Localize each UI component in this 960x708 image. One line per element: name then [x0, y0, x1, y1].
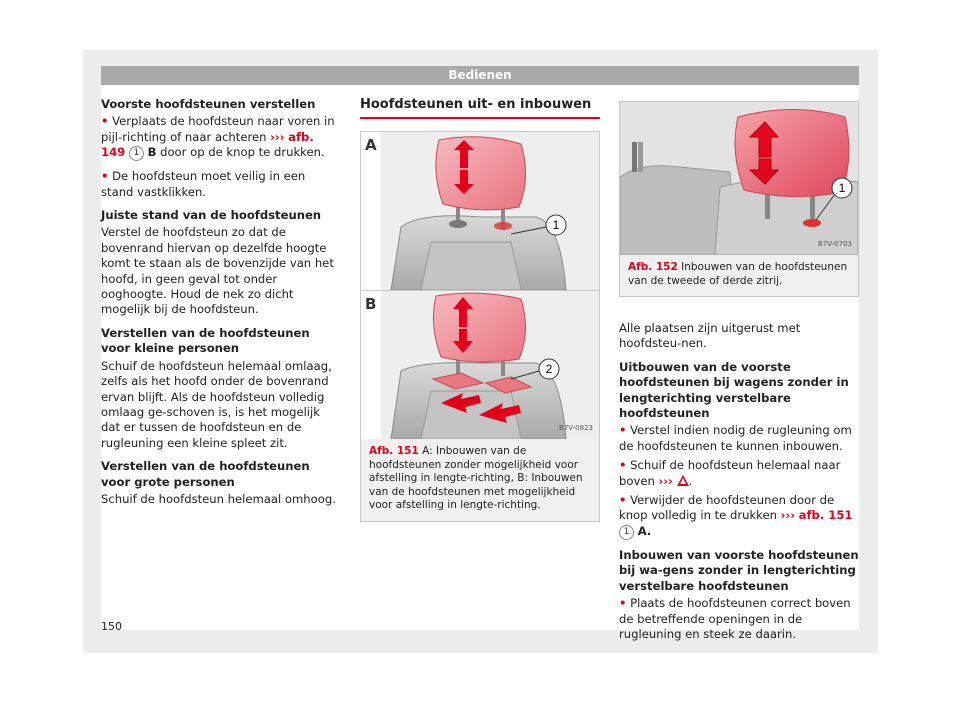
headrest-illustration-a	[361, 132, 599, 290]
column-left	[101, 97, 339, 515]
bullet-icon: •	[619, 458, 627, 473]
paragraph: Alle plaatsen zijn uitgerust met hoofdsteu-nen.	[619, 321, 801, 351]
panel-label: A	[365, 136, 377, 155]
headrest-illustration-b	[361, 291, 599, 439]
paragraph: Schuif de hoofdsteun helemaal omhoog.	[101, 491, 336, 506]
callout-label: 2	[545, 362, 553, 377]
heading-tall-persons: Verstellen van de hoofdsteunen voor grote personen	[101, 459, 310, 489]
figure-code: B7V-0823	[559, 424, 593, 432]
figure-panel	[620, 102, 858, 255]
column-right	[619, 97, 859, 650]
callout-circle-icon: 1	[129, 146, 144, 161]
callout-label: 1	[838, 181, 846, 195]
bullet-item: • Verstel indien nodig de rugleuning om de hoofdsteunen te kunnen inbouwen.	[619, 423, 852, 453]
page-content	[101, 85, 859, 641]
heading-front-headrest-adjust: Voorste hoofdsteunen verstellen	[101, 97, 316, 111]
figure-caption: Afb. 151 A: Inbouwen van de hoofdsteunen zonder mogelijkheid voor afstelling in lengte-richting, B: Inbouwen van de hoofdsteunen met mogelijkheid voor afstelling in lengte-richting.	[361, 439, 599, 521]
bullet-icon: •	[619, 423, 627, 438]
heading-small-persons: Verstellen van de hoofdsteunen voor kleine personen	[101, 325, 310, 356]
rear-headrest-illustration	[620, 102, 858, 255]
bullet-item: • Schuif de hoofdsteun helemaal naar boven ››› .	[619, 458, 841, 488]
section-title: Hoofdsteunen uit- en inbouwen	[360, 97, 600, 119]
figure-link[interactable]: afb. 149	[101, 129, 314, 160]
figure-caption: Afb. 152 Inbouwen van de hoofdsteunen van de tweede of derde zitrij.	[620, 255, 858, 296]
heading-install-front-headrests: Inbouwen van voorste hoofdsteunen bij wa-gens zonder in lengterichting verstelbare hoofdsteunen	[619, 547, 859, 593]
bullet-icon: •	[619, 596, 627, 611]
warning-triangle-icon[interactable]	[677, 475, 689, 486]
bullet-icon: •	[101, 114, 109, 129]
paragraph: Schuif de hoofdsteun helemaal omlaag, zelfs als het hoofd onder de bovenrand ervan blijft. Als de hoofdsteun volledig omlaag ge-schoven is, is het mogelijk dat er tussen de hoofdsteun en de rugleuning een kleine spleet zit.	[101, 358, 332, 450]
column-middle	[360, 97, 600, 522]
bullet-item: • Verplaats de hoofdsteun naar voren in pijl-richting of naar achteren ››› afb. 149 1 B door op de knop te drukken.	[101, 114, 335, 160]
heading-correct-position: Juiste stand van de hoofdsteunen	[101, 208, 322, 223]
page-header: Bedienen	[101, 66, 859, 85]
bullet-item: • Plaats de hoofdsteunen correct boven de betreffende openingen in de rugleuning en steek ze daarin.	[619, 596, 851, 641]
callout-label: 1	[552, 218, 560, 233]
callout-circle-icon: 1	[619, 525, 634, 540]
figure-panel-a	[361, 132, 599, 290]
heading-remove-front-headrests: Uitbouwen van de voorste hoofdsteunen bij wagens zonder in lengterichting verstelbare hoofdsteunen	[619, 359, 849, 421]
figure-panel-b	[361, 291, 599, 439]
paragraph: Verstel de hoofdsteun zo dat de bovenrand hiervan op dezelfde hoogte komt te staan als de bovenzijde van het hoofd, in geen geval tot onder ooghoogte. Houd de nek zo dicht mogelijk bij de hoofdsteun.	[101, 225, 334, 317]
panel-label: B	[365, 295, 377, 314]
figure-code: B7V-0703	[818, 239, 852, 248]
bullet-item: • De hoofdsteun moet veilig in een stand vastklikken.	[101, 169, 306, 199]
figure-152	[619, 101, 859, 297]
figure-link[interactable]: afb. 151	[798, 508, 853, 523]
page-number: 150	[101, 620, 122, 633]
bullet-item: • Verwijder de hoofdsteunen door de knop volledig in te drukken ››› afb. 151 1 A.	[619, 493, 853, 538]
bullet-icon: •	[101, 169, 109, 184]
bullet-icon: •	[619, 493, 627, 508]
figure-151	[360, 131, 600, 522]
